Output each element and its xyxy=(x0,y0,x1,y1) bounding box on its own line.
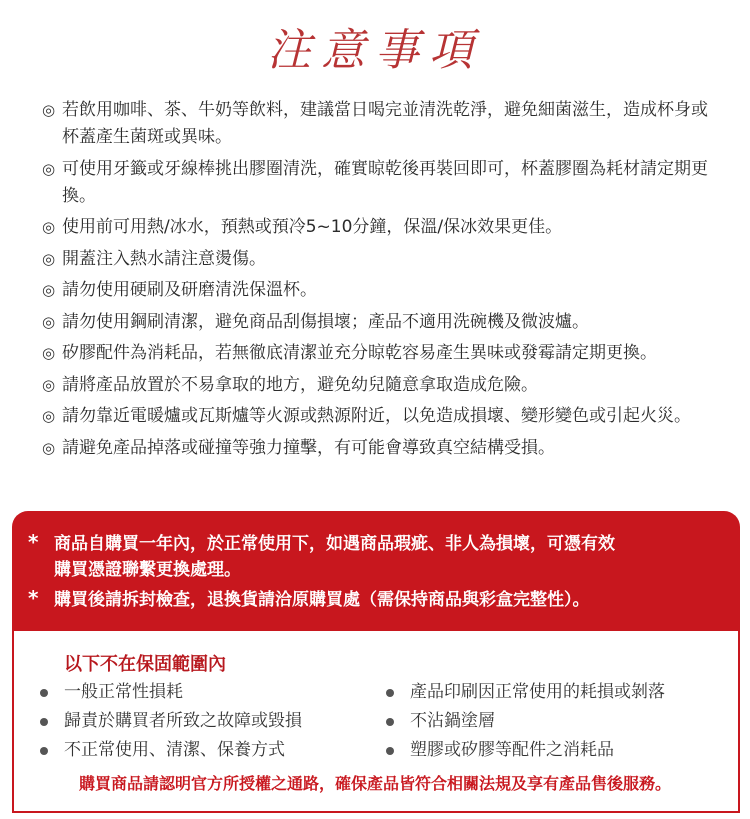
notes-list xyxy=(42,97,710,466)
note-text: 使用前可用熱/冰水，預熱或預冷5~10分鐘，保溫/保冰效果更佳。 xyxy=(62,217,563,237)
note-bullet-icon: ◎ xyxy=(42,438,56,457)
note-item xyxy=(42,214,710,241)
note-text: 請避免產品掉落或碰撞等強力撞擊，有可能會導致真空結構受損。 xyxy=(62,437,555,458)
bullet-dot-icon xyxy=(386,689,394,697)
note-bullet-icon: ◎ xyxy=(42,375,56,394)
note-text: 可使用牙籤或牙線棒挑出膠圈清洗，確實晾乾後再裝回即可，杯蓋膠圈為耗材請定期更換。 xyxy=(62,158,708,206)
note-item xyxy=(42,97,710,151)
note-item xyxy=(42,156,710,210)
note-item xyxy=(42,403,710,430)
exclusion-text: 歸責於購買者所致之故障或毀損 xyxy=(64,711,302,731)
exclusion-text: 塑膠或矽膠等配件之消耗品 xyxy=(410,740,614,760)
exclusion-item xyxy=(38,736,302,765)
bullet-dot-icon xyxy=(40,747,48,755)
exclusion-text: 不沾鍋塗層 xyxy=(410,711,495,731)
exclusion-text: 產品印刷因正常使用的耗損或剝落 xyxy=(410,682,665,702)
authorized-channel-notice: 購買商品請認明官方所授權之通路，確保產品皆符合相關法規及享有產品售後服務。 xyxy=(78,774,671,793)
note-text: 開蓋注入熱水請注意燙傷。 xyxy=(62,248,266,269)
bullet-dot-icon xyxy=(386,718,394,726)
warranty-line-1 xyxy=(28,529,615,558)
note-item xyxy=(42,309,710,336)
note-text: 請勿靠近電暖爐或瓦斯爐等火源或熱源附近，以免造成損壞、變形變色或引起火災。 xyxy=(62,406,691,426)
page-title: 注意事項 xyxy=(267,25,483,76)
note-text: 請將產品放置於不易拿取的地方，避免幼兒隨意拿取造成危險。 xyxy=(62,374,538,395)
note-item xyxy=(42,340,710,367)
note-text: 請勿使用硬刷及研磨清洗保溫杯。 xyxy=(62,280,317,300)
asterisk-icon: * xyxy=(28,586,39,610)
exclusion-item xyxy=(384,707,665,736)
note-text: 矽膠配件為消耗品，若無徹底清潔並充分晾乾容易產生異味或發霉請定期更換。 xyxy=(62,343,657,363)
note-bullet-icon: ◎ xyxy=(42,159,56,178)
exclusions-title: 以下不在保固範圍內 xyxy=(64,654,226,675)
note-item xyxy=(42,246,710,273)
note-bullet-icon: ◎ xyxy=(42,407,56,425)
exclusions-right-list xyxy=(384,678,665,765)
exclusion-item xyxy=(384,678,665,707)
note-bullet-icon: ◎ xyxy=(42,101,56,119)
exclusion-item xyxy=(38,707,302,736)
exclusion-item xyxy=(38,678,302,707)
note-text: 請勿使用鋼刷清潔，避免商品刮傷損壞；產品不適用洗碗機及微波爐。 xyxy=(62,311,589,332)
warranty-line-2 xyxy=(28,585,590,614)
warranty-text-2: 購買後請拆封檢查，退換貨請洽原購買處（需保持商品與彩盒完整性）。 xyxy=(54,590,590,610)
warranty-text-1: 商品自購買一年內，於正常使用下，如遇商品瑕疵、非人為損壞，可憑有效 xyxy=(54,534,615,554)
note-bullet-icon: ◎ xyxy=(42,281,56,299)
asterisk-icon: * xyxy=(28,530,39,554)
note-text: 若飲用咖啡、茶、牛奶等飲料，建議當日喝完並清洗乾淨，避免細菌滋生，造成杯身或杯蓋產生菌斑或異味。 xyxy=(62,100,708,147)
bullet-dot-icon xyxy=(40,689,48,697)
bullet-dot-icon xyxy=(386,747,394,755)
note-bullet-icon: ◎ xyxy=(42,312,56,331)
bullet-dot-icon xyxy=(40,718,48,726)
warranty-text-1-cont: 購買憑證聯繫更換處理。 xyxy=(54,560,241,580)
exclusion-text: 不正常使用、清潔、保養方式 xyxy=(64,740,285,760)
note-item xyxy=(42,372,710,399)
exclusion-item xyxy=(384,736,665,765)
note-bullet-icon: ◎ xyxy=(42,249,56,268)
note-bullet-icon: ◎ xyxy=(42,218,56,236)
note-item xyxy=(42,435,710,462)
note-bullet-icon: ◎ xyxy=(42,344,56,362)
note-item xyxy=(42,277,710,304)
exclusion-text: 一般正常性損耗 xyxy=(64,682,183,702)
exclusions-left-list xyxy=(38,678,302,765)
